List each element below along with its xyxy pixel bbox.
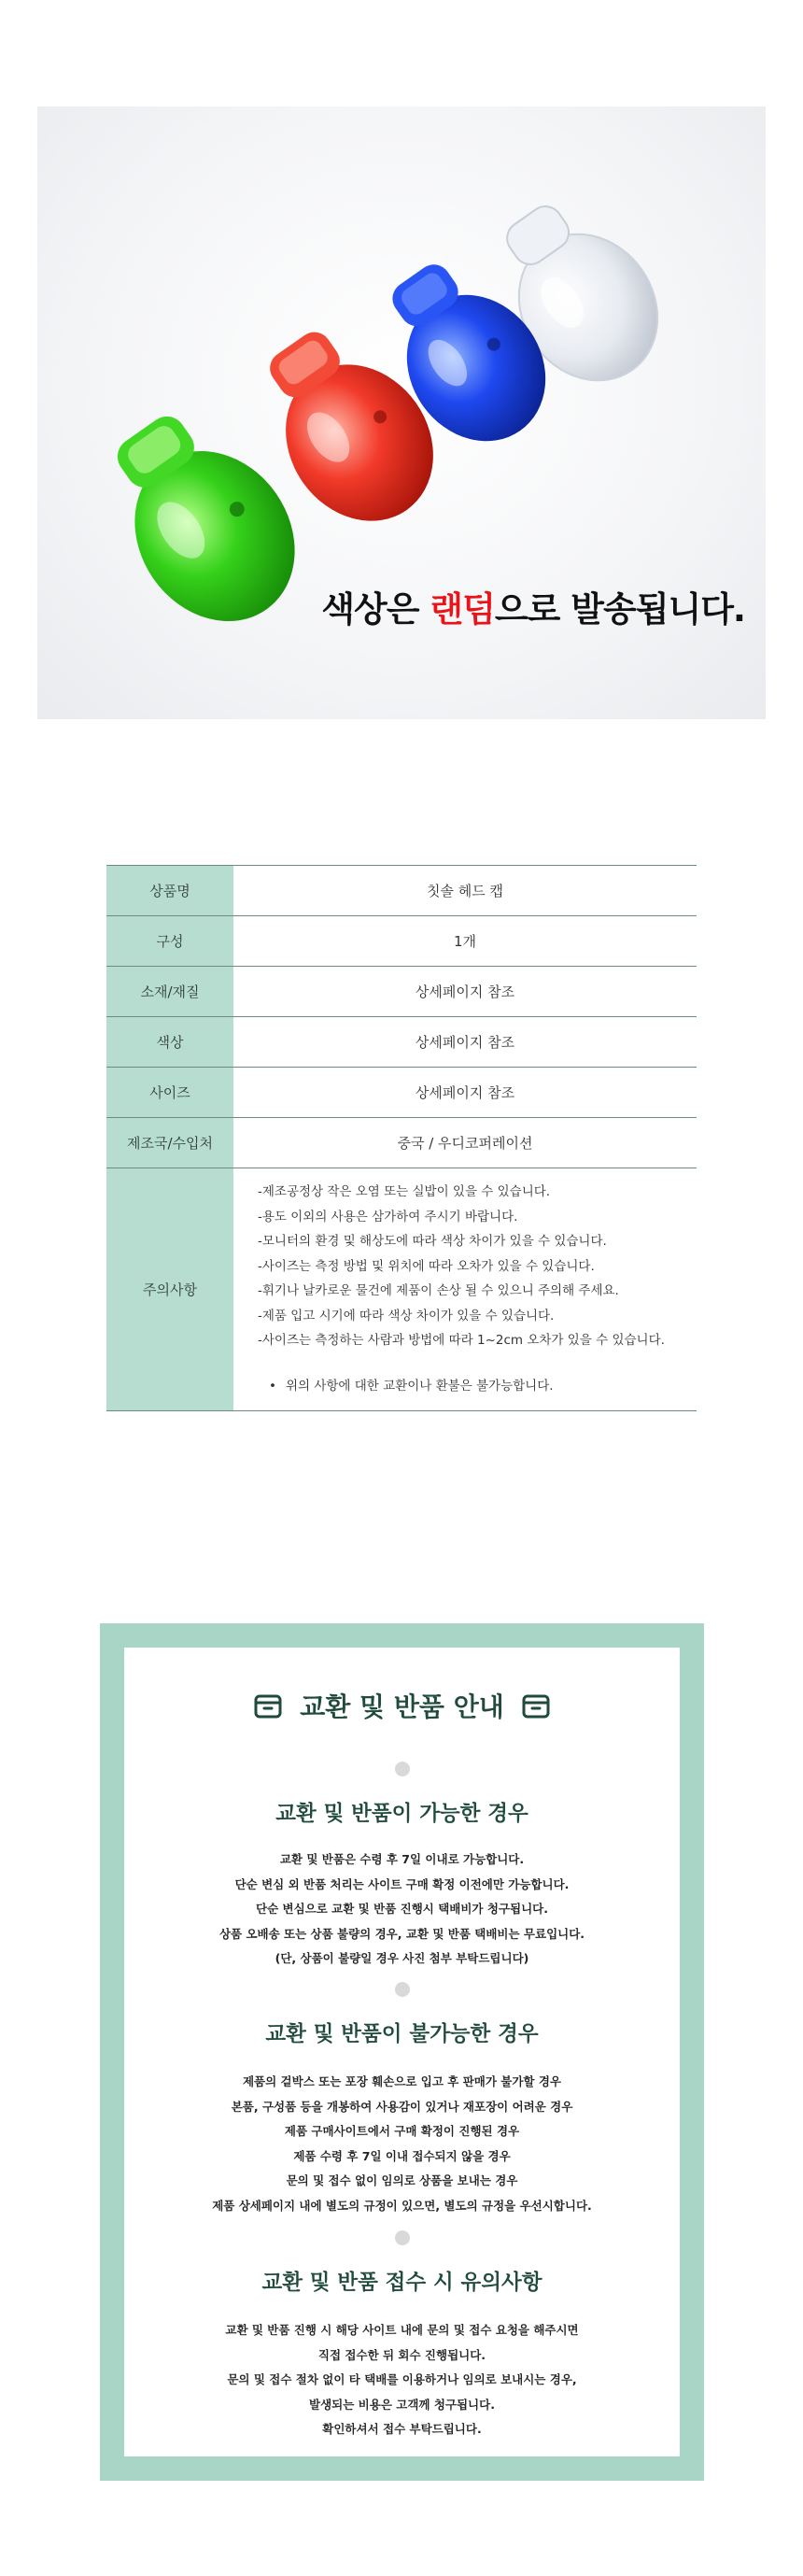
guide-panel — [124, 1648, 680, 2456]
divider-dot — [395, 1982, 410, 1997]
caption-text-end: 으로 발송됩니다. — [494, 589, 745, 630]
caution-item: -용도 이외의 사용은 삼가하여 주시기 바랍니다. — [258, 1209, 518, 1224]
exchange-return-guide — [100, 1623, 704, 2481]
guide-title-text: 교환 및 반품 안내 — [300, 1691, 504, 1722]
section-line: 교환 및 반품은 수령 후 7일 이내로 가능합니다. — [279, 1852, 525, 1866]
section-line: 단순 변심으로 교환 및 반품 진행시 택배비가 청구됩니다. — [256, 1902, 548, 1916]
caution-item: -휘기나 날카로운 물건에 제품이 손상 될 수 있으니 주의해 주세요. — [258, 1283, 619, 1298]
section-line: 교환 및 반품 진행 시 해당 사이트 내에 문의 및 접수 요청을 해주시면 — [225, 2323, 579, 2337]
section-body — [124, 1847, 680, 1972]
divider-dot — [395, 1762, 410, 1776]
spec-value: 상세페이지 참조 — [415, 1084, 515, 1101]
section-line: 제품 상세페이지 내에 별도의 규정이 있으면, 별도의 규정을 우선시합니다. — [212, 2198, 592, 2213]
caption-text: 색상은 — [321, 589, 430, 630]
spec-label: 상품명 — [106, 866, 233, 915]
random-color-notice — [321, 581, 745, 631]
section-line: 확인하셔서 접수 부탁드립니다. — [322, 2422, 482, 2436]
section-title: 교환 및 반품이 불가능한 경우 — [265, 2022, 539, 2046]
caution-item: -사이즈는 측정하는 사람과 방법에 따라 1~2cm 오차가 있을 수 있습니다. — [258, 1333, 665, 1348]
box-icon — [521, 1691, 551, 1720]
section-line: 본품, 구성품 등을 개봉하여 사용감이 있거나 재포장이 어려운 경우 — [231, 2099, 573, 2114]
section-line: 발생되는 비용은 고객께 청구됩니다. — [309, 2397, 495, 2412]
section-body — [124, 2318, 680, 2442]
spec-row — [106, 1068, 697, 1118]
section-line: 직접 접수한 뒤 회수 진행됩니다. — [317, 2347, 486, 2362]
spec-row — [106, 866, 697, 916]
spec-label: 소재/재질 — [106, 967, 233, 1016]
section-body — [124, 2070, 680, 2218]
caution-item: -사이즈는 측정 방법 및 위치에 따라 오차가 있을 수 있습니다. — [258, 1258, 595, 1274]
spec-label: 색상 — [106, 1017, 233, 1067]
section-line: 문의 및 접수 없이 임의로 상품을 보내는 경우 — [286, 2173, 518, 2187]
caution-list — [233, 1168, 697, 1410]
spec-label: 주의사항 — [106, 1168, 233, 1410]
caution-item: -제조공정상 작은 오염 또는 실밥이 있을 수 있습니다. — [258, 1184, 551, 1199]
spec-value: 1개 — [453, 933, 477, 950]
spec-row — [106, 1017, 697, 1068]
section-title: 교환 및 반품 접수 시 유의사항 — [261, 2271, 542, 2295]
section-line: 상품 오배송 또는 상품 불량의 경우, 교환 및 반품 택배비는 무료입니다. — [218, 1926, 585, 1941]
no-refund-note: • 위의 사항에 대한 교환이나 환불은 불가능합니다. — [258, 1374, 697, 1399]
product-photo — [37, 106, 766, 719]
spec-label: 구성 — [106, 916, 233, 966]
section-line: 제품 구매사이트에서 구매 확정이 진행된 경우 — [284, 2124, 520, 2138]
spec-label: 사이즈 — [106, 1068, 233, 1117]
product-spec-table — [106, 865, 697, 1411]
section-line: 제품의 겉박스 또는 포장 훼손으로 입고 후 판매가 불가할 경우 — [242, 2074, 562, 2088]
box-icon — [253, 1691, 283, 1720]
spec-label: 제조국/수입처 — [106, 1118, 233, 1168]
spec-row — [106, 916, 697, 967]
caution-item: -제품 입고 시기에 따라 색상 차이가 있을 수 있습니다. — [258, 1308, 555, 1323]
divider-dot — [395, 2230, 410, 2245]
section-line: 문의 및 접수 절차 없이 타 택배를 이용하거나 임의로 보내시는 경우, — [227, 2372, 577, 2386]
spec-row-cautions — [106, 1168, 697, 1411]
spec-value: 칫솔 헤드 캡 — [427, 883, 503, 899]
spec-value: 상세페이지 참조 — [415, 1034, 515, 1051]
spec-row — [106, 967, 697, 1017]
section-title: 교환 및 반품이 가능한 경우 — [275, 1802, 528, 1826]
spec-row — [106, 1118, 697, 1168]
section-line: 단순 변심 외 반품 처리는 사이트 구매 확정 이전에만 가능합니다. — [234, 1876, 570, 1891]
spec-value: 중국 / 우디코퍼레이션 — [397, 1135, 533, 1152]
spec-value: 상세페이지 참조 — [415, 984, 515, 1000]
caption-accent-text: 랜덤 — [430, 589, 495, 630]
section-line: (단, 상품이 불량일 경우 사진 첨부 부탁드립니다) — [275, 1951, 529, 1965]
section-line: 제품 수령 후 7일 이내 접수되지 않을 경우 — [293, 2148, 511, 2163]
caution-item: -모니터의 환경 및 해상도에 따라 색상 차이가 있을 수 있습니다. — [258, 1234, 607, 1249]
guide-heading — [124, 1687, 680, 1724]
